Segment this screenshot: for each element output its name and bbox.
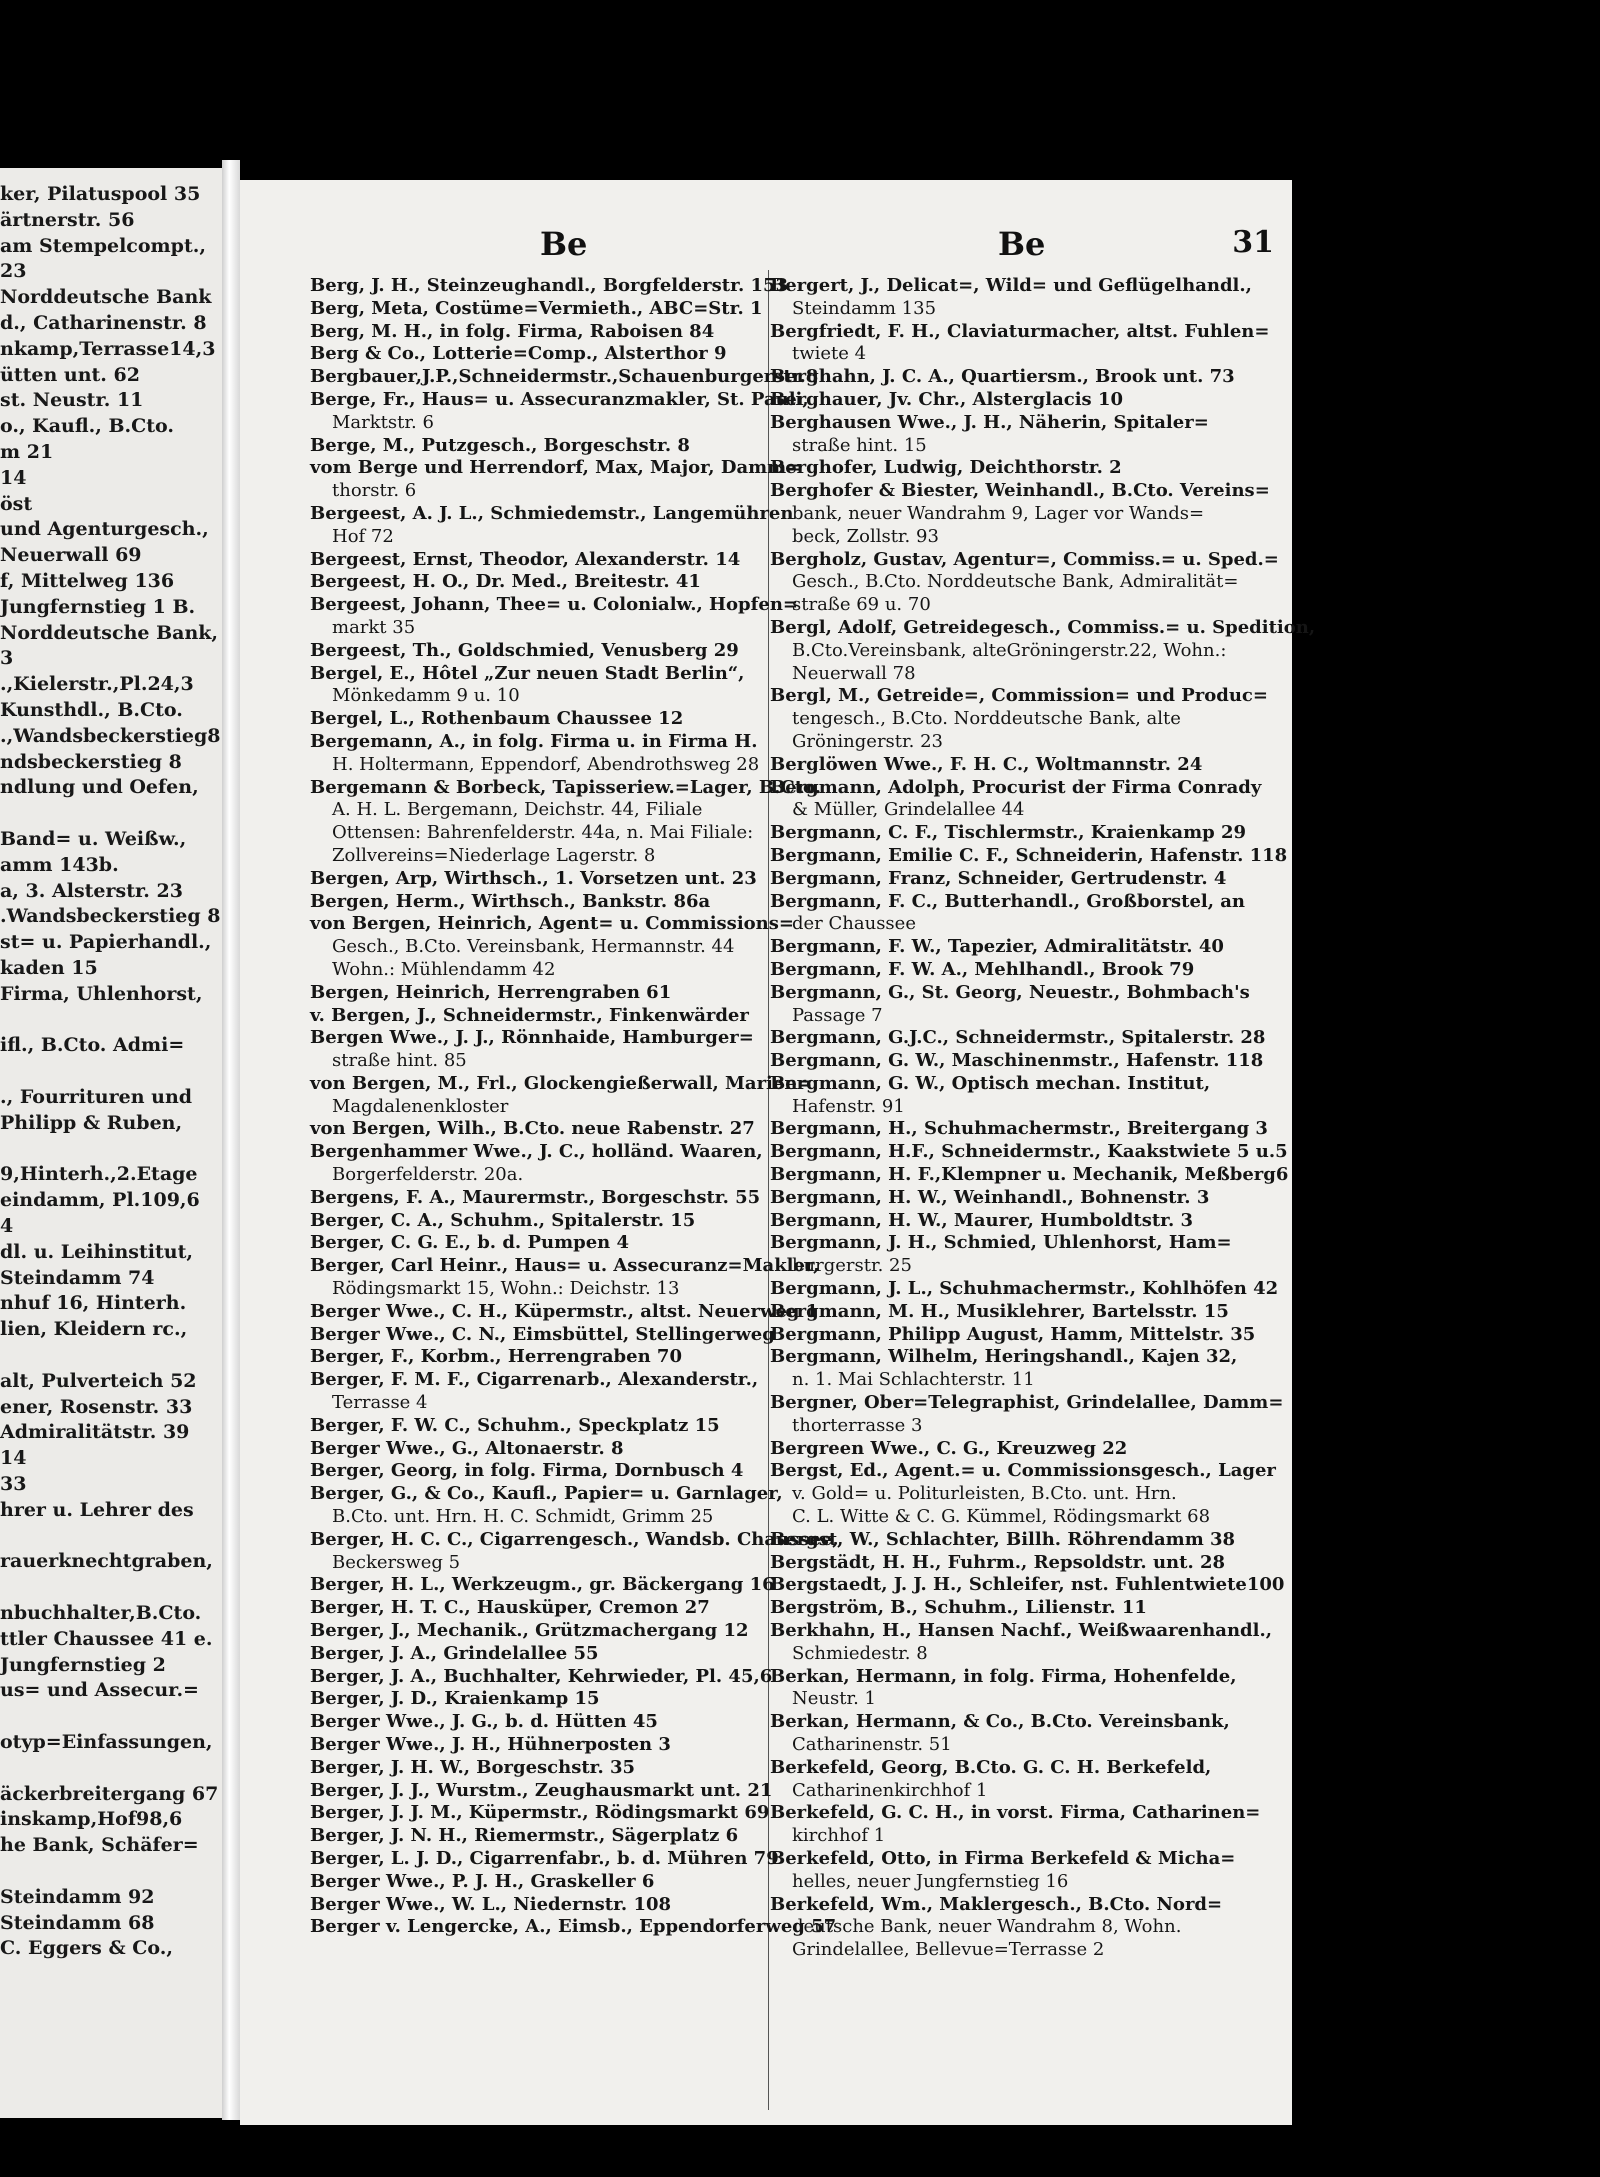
left-page-fragment: inskamp,Hof98,6 bbox=[0, 1808, 183, 1831]
directory-entry: kirchhof 1 bbox=[792, 1825, 886, 1847]
directory-entry: Bergmann, H. W., Maurer, Humboldtstr. 3 bbox=[770, 1209, 1194, 1231]
directory-entry: Bergeest, A. J. L., Schmiedemstr., Langemühren bbox=[310, 502, 794, 524]
directory-entry: Berger, Georg, in folg. Firma, Dornbusch 4 bbox=[310, 1460, 744, 1482]
running-head-right: Be bbox=[998, 225, 1046, 263]
left-page-fragment: Band= u. Weißw., bbox=[0, 828, 187, 850]
left-page-fragment: öst bbox=[0, 492, 33, 515]
left-page-fragment: Norddeutsche Bank bbox=[0, 286, 212, 309]
directory-entry: Berger, F. M. F., Cigarrenarb., Alexanderstr., bbox=[310, 1369, 759, 1391]
directory-entry: Berger, F., Korbm., Herrengraben 70 bbox=[310, 1346, 682, 1368]
directory-entry: Berger Wwe., J. G., b. d. Hütten 45 bbox=[310, 1711, 658, 1733]
left-page-fragment: ifl., B.Cto. Admi= bbox=[0, 1034, 185, 1057]
left-page-fragment: Steindamm 68 bbox=[0, 1911, 155, 1934]
directory-entry: Bergfriedt, F. H., Claviaturmacher, altst. Fuhlen= bbox=[770, 320, 1270, 342]
left-page-fragment: nkamp,Terrasse14,3 bbox=[0, 337, 216, 360]
left-page-edge bbox=[0, 168, 238, 2118]
left-page-fragment: m 21 bbox=[0, 441, 54, 463]
left-page-fragment: Philipp & Ruben, bbox=[0, 1111, 183, 1134]
directory-entry: Berger, G., & Co., Kaufl., Papier= u. Garnlager, bbox=[310, 1483, 783, 1505]
directory-entry: Catharinenkirchhof 1 bbox=[792, 1779, 988, 1801]
running-head-left: Be bbox=[540, 225, 588, 263]
directory-entry: Bergreen Wwe., C. G., Kreuzweg 22 bbox=[770, 1437, 1128, 1459]
directory-entry: Bergmann, Franz, Schneider, Gertrudenstr. 4 bbox=[770, 867, 1227, 889]
directory-entry: Bergen, Heinrich, Herrengraben 61 bbox=[310, 981, 672, 1003]
directory-entry: Terrasse 4 bbox=[332, 1392, 428, 1414]
directory-entry: Berger Wwe., P. J. H., Graskeller 6 bbox=[310, 1870, 655, 1892]
directory-entry: Berghofer & Biester, Weinhandl., B.Cto. Vereins= bbox=[770, 480, 1270, 502]
directory-entry: Bergst, Ed., Agent.= u. Commissionsgesch., Lager bbox=[770, 1460, 1276, 1482]
directory-entry: Bergbauer,J.P.,Schneidermstr.,Schauenburgerstr.8 bbox=[310, 366, 819, 388]
directory-entry: Bergmann, H.F., Schneidermstr., Kaakstwiete 5 u.5 bbox=[770, 1141, 1288, 1163]
directory-entry: Bergeest, Th., Goldschmied, Venusberg 29 bbox=[310, 639, 739, 661]
directory-entry: beck, Zollstr. 93 bbox=[792, 525, 939, 547]
directory-entry: Berger Wwe., G., Altonaerstr. 8 bbox=[310, 1437, 624, 1459]
left-page-fragment: Steindamm 74 bbox=[0, 1266, 155, 1289]
directory-entry: Bergert, J., Delicat=, Wild= und Geflügelhandl., bbox=[770, 275, 1252, 296]
left-page-fragment: Jungfernstieg 2 bbox=[0, 1653, 166, 1676]
left-page-fragment: amm 143b. bbox=[0, 853, 119, 876]
directory-entry: Bergmann, F. W., Tapezier, Admiralitätstr. 40 bbox=[770, 936, 1224, 958]
directory-entry: Berge, M., Putzgesch., Borgeschstr. 8 bbox=[310, 434, 690, 456]
directory-entry: B.Cto.Vereinsbank, alteGröningerstr.22, Wohn.: bbox=[792, 639, 1227, 661]
directory-entry: Bergeest, Ernst, Theodor, Alexanderstr. 14 bbox=[310, 548, 741, 570]
directory-entry: Berger Wwe., J. H., Hühnerposten 3 bbox=[310, 1734, 671, 1755]
directory-entry: Berger, J. A., Grindelallee 55 bbox=[310, 1642, 599, 1664]
directory-entry: Berghofer, Ludwig, Deichthorstr. 2 bbox=[770, 457, 1122, 479]
directory-entry: Berger, F. W. C., Schuhm., Speckplatz 15 bbox=[310, 1414, 720, 1436]
directory-entry: n. 1. Mai Schlachterstr. 11 bbox=[792, 1369, 1035, 1391]
directory-entry: Berger, C. G. E., b. d. Pumpen 4 bbox=[310, 1232, 630, 1254]
directory-entry: Mönkedamm 9 u. 10 bbox=[332, 685, 520, 707]
directory-entry: Bergmann, M. H., Musiklehrer, Bartelsstr. 15 bbox=[770, 1300, 1229, 1322]
left-page-fragment: Kunsthdl., B.Cto. bbox=[0, 699, 183, 721]
left-page-fragment: f, Mittelweg 136 bbox=[0, 570, 175, 592]
directory-entry: Ottensen: Bahrenfelderstr. 44a, n. Mai Filiale: bbox=[332, 822, 754, 844]
left-page-fragment: 33 bbox=[0, 1473, 27, 1495]
directory-entry: Bergen, Arp, Wirthsch., 1. Vorsetzen unt. 23 bbox=[310, 867, 757, 889]
directory-entry: Berger, H. L., Werkzeugm., gr. Bäckergang 16 bbox=[310, 1574, 775, 1596]
directory-entry: Neuerwall 78 bbox=[792, 662, 916, 684]
directory-entry: Bergst, W., Schlachter, Billh. Röhrendamm 38 bbox=[770, 1528, 1236, 1550]
page-number: 31 bbox=[1232, 225, 1274, 260]
directory-entry: Berkhahn, H., Hansen Nachf., Weißwaarenhandl., bbox=[770, 1620, 1272, 1642]
left-page-fragment: ., Fourrituren und bbox=[0, 1086, 193, 1108]
directory-entry: Berger, J. N. H., Riemermstr., Sägerplatz 6 bbox=[310, 1825, 739, 1847]
directory-entry: Steindamm 135 bbox=[792, 297, 937, 319]
directory-entry: Bergmann, Philipp August, Hamm, Mittelstr. 35 bbox=[770, 1323, 1256, 1345]
directory-entry: Bergmann, C. F., Tischlermstr., Kraienkamp 29 bbox=[770, 822, 1247, 844]
directory-entry: Bergholz, Gustav, Agentur=, Commiss.= u. Sped.= bbox=[770, 548, 1279, 570]
directory-entry: Berghauer, Jv. Chr., Alsterglacis 10 bbox=[770, 388, 1123, 410]
directory-entry: Berkefeld, Otto, in Firma Berkefeld & Micha= bbox=[770, 1847, 1236, 1869]
left-page-fragment: äckerbreitergang 67 bbox=[0, 1782, 219, 1805]
directory-entry: Beckersweg 5 bbox=[332, 1551, 461, 1573]
directory-entry: Berger, J. A., Buchhalter, Kehrwieder, Pl. 45,6 bbox=[310, 1665, 773, 1687]
directory-entry: Hof 72 bbox=[332, 525, 394, 547]
right-page bbox=[240, 180, 1316, 2125]
directory-entry: Bergl, M., Getreide=, Commission= und Produc= bbox=[770, 685, 1268, 707]
directory-entry: Berger, J., Mechanik., Grützmachergang 12 bbox=[310, 1620, 749, 1642]
directory-entry: Bergel, E., Hôtel „Zur neuen Stadt Berlin“, bbox=[310, 662, 745, 684]
left-page-fragment: 9,Hinterh.,2.Etage bbox=[0, 1163, 198, 1186]
directory-entry: v. Bergen, J., Schneidermstr., Finkenwärder bbox=[310, 1004, 749, 1026]
left-page-fragment: eindamm, Pl.109,6 bbox=[0, 1189, 200, 1212]
left-page-fragment: Steindamm 92 bbox=[0, 1885, 155, 1908]
directory-entry: von Bergen, Wilh., B.Cto. neue Rabenstr. 27 bbox=[310, 1118, 755, 1140]
left-page-fragment: he Bank, Schäfer= bbox=[0, 1834, 199, 1857]
directory-entry: deutsche Bank, neuer Wandrahm 8, Wohn. bbox=[792, 1916, 1182, 1938]
left-page-fragment: ndsbeckerstieg 8 bbox=[0, 750, 182, 773]
directory-entry: Berger Wwe., C. H., Küpermstr., altst. Neuerweg 1 bbox=[310, 1300, 819, 1322]
directory-entry: straße 69 u. 70 bbox=[792, 594, 931, 616]
directory-entry: Berg, M. H., in folg. Firma, Raboisen 84 bbox=[310, 320, 715, 342]
directory-entry: Schmiedestr. 8 bbox=[792, 1642, 928, 1664]
directory-entry: C. L. Witte & C. G. Kümmel, Rödingsmarkt 68 bbox=[792, 1506, 1211, 1528]
left-page-fragment: ener, Rosenstr. 33 bbox=[0, 1395, 193, 1418]
directory-entry: vom Berge und Herrendorf, Max, Major, Damm= bbox=[310, 457, 802, 479]
directory-entry: Berger, J. H. W., Borgeschstr. 35 bbox=[310, 1756, 636, 1778]
left-page-fragment: ndlung und Oefen, bbox=[0, 776, 199, 799]
directory-entry: Grindelallee, Bellevue=Terrasse 2 bbox=[792, 1939, 1105, 1961]
directory-entry: Bergmann, J. H., Schmied, Uhlenhorst, Ham= bbox=[770, 1232, 1232, 1254]
directory-entry: Berger, H. T. C., Hausküper, Cremon 27 bbox=[310, 1597, 710, 1619]
directory-entry: H. Holtermann, Eppendorf, Abendrothsweg 28 bbox=[332, 753, 760, 775]
directory-entry: Bergmann, G., St. Georg, Neuestr., Bohmbach's bbox=[770, 981, 1250, 1003]
left-page-fragment: d., Catharinenstr. 8 bbox=[0, 312, 207, 334]
left-page-fragment: dl. u. Leihinstitut, bbox=[0, 1240, 193, 1263]
directory-entry: Berkefeld, Georg, B.Cto. G. C. H. Berkefeld, bbox=[770, 1756, 1212, 1778]
directory-entry: Berger, J. J. M., Küpermstr., Rödingsmarkt 69 bbox=[310, 1802, 770, 1824]
left-page-fragment: 14 bbox=[0, 1447, 27, 1470]
page-header bbox=[240, 225, 1292, 265]
left-page-fragment: alt, Pulverteich 52 bbox=[0, 1369, 197, 1392]
left-page-fragment: ärtnerstr. 56 bbox=[0, 208, 135, 231]
directory-entry: Bergens, F. A., Maurermstr., Borgeschstr. 55 bbox=[310, 1186, 761, 1208]
left-page-fragment: st= u. Papierhandl., bbox=[0, 931, 212, 954]
directory-entry: Berkefeld, G. C. H., in vorst. Firma, Catharinen= bbox=[770, 1802, 1261, 1824]
left-page-fragment: Firma, Uhlenhorst, bbox=[0, 982, 203, 1005]
directory-entry: Berger Wwe., W. L., Niedernstr. 108 bbox=[310, 1893, 672, 1915]
directory-entry: B.Cto. unt. Hrn. H. C. Schmidt, Grimm 25 bbox=[332, 1506, 714, 1528]
directory-entry: burgerstr. 25 bbox=[792, 1255, 912, 1277]
left-page-fragment: kaden 15 bbox=[0, 957, 98, 979]
directory-entry: Bergemann & Borbeck, Tapisseriew.=Lager, B.Cto. bbox=[310, 776, 821, 798]
directory-entry: A. H. L. Bergemann, Deichstr. 44, Filiale bbox=[332, 799, 703, 821]
directory-entry: Berge, Fr., Haus= u. Assecuranzmakler, St. Pauli, bbox=[310, 388, 809, 410]
directory-entry: Magdalenenkloster bbox=[332, 1095, 509, 1117]
left-page-fragment: Neuerwall 69 bbox=[0, 544, 142, 567]
directory-entry: Bergmann, G. W., Maschinenmstr., Hafenstr. 118 bbox=[770, 1050, 1264, 1072]
left-page-fragment: st. Neustr. 11 bbox=[0, 389, 144, 412]
directory-entry: Wohn.: Mühlendamm 42 bbox=[332, 958, 556, 980]
left-page-fragment: Jungfernstieg 1 B. bbox=[0, 595, 196, 618]
directory-entry: Bergmann, Emilie C. F., Schneiderin, Hafenstr. 118 bbox=[770, 844, 1288, 866]
directory-entry: Berger, C. A., Schuhm., Spitalerstr. 15 bbox=[310, 1209, 696, 1231]
directory-entry: Hafenstr. 91 bbox=[792, 1095, 905, 1117]
directory-entry: Neustr. 1 bbox=[792, 1688, 876, 1710]
directory-entry: thorstr. 6 bbox=[332, 480, 417, 502]
directory-entry: Bergner, Ober=Telegraphist, Grindelallee, Damm= bbox=[770, 1392, 1284, 1414]
directory-entry: Bergmann, J. L., Schuhmachermstr., Kohlhöfen 42 bbox=[770, 1278, 1279, 1300]
directory-entry: Bergel, L., Rothenbaum Chaussee 12 bbox=[310, 708, 684, 730]
directory-entry: Berg, J. H., Steinzeughandl., Borgfelderstr. 153 bbox=[310, 275, 789, 296]
directory-entry: Berger, Carl Heinr., Haus= u. Assecuranz=Makler, bbox=[310, 1255, 820, 1277]
directory-column-right bbox=[770, 275, 1316, 1962]
directory-entry: Bergen, Herm., Wirthsch., Bankstr. 86a bbox=[310, 890, 711, 912]
directory-entry: Berger, L. J. D., Cigarrenfabr., b. d. Mühren 79 bbox=[310, 1847, 779, 1869]
directory-entry: helles, neuer Jungfernstieg 16 bbox=[792, 1870, 1069, 1892]
directory-entry: Marktstr. 6 bbox=[332, 411, 434, 433]
directory-entry: bank, neuer Wandrahm 9, Lager vor Wands= bbox=[792, 502, 1205, 524]
directory-entry: Bergen Wwe., J. J., Rönnhaide, Hamburger= bbox=[310, 1027, 754, 1049]
directory-entry: Bergenhammer Wwe., J. C., holländ. Waaren, bbox=[310, 1141, 763, 1163]
directory-entry: der Chaussee bbox=[792, 913, 916, 935]
directory-entry: Berg, Meta, Costüme=Vermieth., ABC=Str. 1 bbox=[310, 297, 763, 319]
left-page-fragment: otyp=Einfassungen, bbox=[0, 1731, 213, 1753]
directory-entry: Zollvereins=Niederlage Lagerstr. 8 bbox=[332, 844, 656, 866]
left-page-fragment: .Wandsbeckerstieg 8 bbox=[0, 905, 221, 928]
left-page-fragment: .,Kielerstr.,Pl.24,3 bbox=[0, 673, 194, 696]
left-page-fragment: nbuchhalter,B.Cto. bbox=[0, 1602, 202, 1624]
left-page-fragment: hrer u. Lehrer des bbox=[0, 1498, 194, 1521]
directory-entry: Berger, J. D., Kraienkamp 15 bbox=[310, 1688, 600, 1710]
left-page-fragment: ker, Pilatuspool 35 bbox=[0, 183, 201, 205]
directory-entry: tengesch., B.Cto. Norddeutsche Bank, alte bbox=[792, 708, 1181, 730]
directory-entry: von Bergen, Heinrich, Agent= u. Commissions= bbox=[310, 913, 794, 935]
directory-entry: v. Gold= u. Politurleisten, B.Cto. unt. Hrn. bbox=[792, 1483, 1177, 1505]
directory-entry: Borgerfelderstr. 20a. bbox=[332, 1164, 524, 1186]
directory-entry: Bergl, Adolf, Getreidegesch., Commiss.= u. Spedition, bbox=[770, 616, 1316, 638]
left-page-fragment: lien, Kleidern rc., bbox=[0, 1318, 188, 1341]
directory-entry: Berglöwen Wwe., F. H. C., Woltmannstr. 24 bbox=[770, 753, 1203, 775]
directory-entry: Berg & Co., Lotterie=Comp., Alsterthor 9 bbox=[310, 343, 727, 365]
book-gutter bbox=[222, 160, 240, 2120]
directory-entry: Bergstädt, H. H., Fuhrm., Repsoldstr. unt. 28 bbox=[770, 1551, 1226, 1573]
left-page-fragment: Admiralitätstr. 39 bbox=[0, 1421, 190, 1444]
left-page-fragment: und Agenturgesch., bbox=[0, 518, 209, 541]
directory-entry: Bergmann, Adolph, Procurist der Firma Conrady bbox=[770, 776, 1262, 798]
directory-entry: Bergmann, H. W., Weinhandl., Bohnenstr. 3 bbox=[770, 1186, 1210, 1208]
directory-entry: Bergmann, H. F.,Klempner u. Mechanik, Meßberg6 bbox=[770, 1164, 1289, 1186]
directory-entry: Bergmann, G. W., Optisch mechan. Institut, bbox=[770, 1072, 1211, 1094]
directory-entry: Bergmann, Wilhelm, Heringshandl., Kajen 32, bbox=[770, 1346, 1238, 1368]
directory-entry: Berger v. Lengercke, A., Eimsb., Eppendorferweg 57 bbox=[310, 1916, 837, 1938]
directory-entry: von Bergen, M., Frl., Glockengießerwall, Marien= bbox=[310, 1072, 813, 1094]
directory-entry: Gesch., B.Cto. Vereinsbank, Hermannstr. 44 bbox=[332, 936, 735, 958]
left-page-fragment: a, 3. Alsterstr. 23 bbox=[0, 879, 183, 902]
left-page-fragment: Norddeutsche Bank, bbox=[0, 621, 219, 644]
directory-entry: Bergemann, A., in folg. Firma u. in Firma H. bbox=[310, 730, 758, 752]
directory-entry: Berkan, Hermann, & Co., B.Cto. Vereinsbank, bbox=[770, 1711, 1230, 1733]
directory-entry: Gröningerstr. 23 bbox=[792, 730, 943, 752]
directory-entry: Bergstaedt, J. J. H., Schleifer, nst. Fuhlentwiete100 bbox=[770, 1574, 1285, 1596]
directory-entry: twiete 4 bbox=[792, 343, 867, 365]
directory-entry: Bergmann, H., Schuhmachermstr., Breitergang 3 bbox=[770, 1118, 1268, 1140]
directory-entry: Bergmann, G.J.C., Schneidermstr., Spitalerstr. 28 bbox=[770, 1027, 1266, 1049]
left-page-fragment: us= und Assecur.= bbox=[0, 1679, 199, 1702]
left-page-fragment: 3 bbox=[0, 647, 14, 670]
left-page-fragment: .,Wandsbeckerstieg8 bbox=[0, 724, 221, 747]
directory-entry: straße hint. 85 bbox=[332, 1050, 467, 1072]
directory-entry: Bergström, B., Schuhm., Lilienstr. 11 bbox=[770, 1597, 1147, 1619]
directory-entry: Bergeest, Johann, Thee= u. Colonialw., Hopfen= bbox=[310, 594, 799, 616]
directory-entry: Berger, J. J., Wurstm., Zeughausmarkt unt. 21 bbox=[310, 1779, 773, 1801]
left-page-fragment: nhuf 16, Hinterh. bbox=[0, 1292, 187, 1315]
directory-entry: Berkan, Hermann, in folg. Firma, Hohenfelde, bbox=[770, 1665, 1237, 1687]
directory-entry: Catharinenstr. 51 bbox=[792, 1734, 952, 1755]
left-page-fragment: am Stempelcompt., bbox=[0, 234, 206, 257]
directory-entry: Berghausen Wwe., J. H., Näherin, Spitaler= bbox=[770, 411, 1209, 433]
left-page-fragment: o., Kaufl., B.Cto. bbox=[0, 415, 175, 438]
directory-entry: Berger Wwe., C. N., Eimsbüttel, Stellingerweg bbox=[310, 1323, 775, 1345]
directory-entry: & Müller, Grindelallee 44 bbox=[792, 799, 1025, 821]
left-page-fragment: ütten unt. 62 bbox=[0, 363, 140, 386]
directory-entry: Gesch., B.Cto. Norddeutsche Bank, Admiralität= bbox=[792, 571, 1239, 593]
directory-entry: Berger, H. C. C., Cigarrengesch., Wandsb. Chaussee, bbox=[310, 1528, 839, 1550]
directory-entry: Berkefeld, Wm., Maklergesch., B.Cto. Nord= bbox=[770, 1893, 1223, 1915]
directory-entry: Bergmann, F. C., Butterhandl., Großborstel, an bbox=[770, 890, 1246, 912]
directory-entry: Rödingsmarkt 15, Wohn.: Deichstr. 13 bbox=[332, 1278, 680, 1300]
left-page-fragment: ttler Chaussee 41 e. bbox=[0, 1627, 213, 1650]
directory-entry: Passage 7 bbox=[792, 1004, 883, 1026]
directory-entry: Bergeest, H. O., Dr. Med., Breitestr. 41 bbox=[310, 571, 701, 593]
left-page-fragment: 23 bbox=[0, 260, 27, 283]
directory-entry: straße hint. 15 bbox=[792, 434, 927, 456]
left-page-fragment: rauerknechtgraben, bbox=[0, 1550, 213, 1573]
directory-entry: markt 35 bbox=[332, 616, 416, 638]
left-page-fragment: 4 bbox=[0, 1215, 14, 1237]
left-page-fragment: C. Eggers & Co., bbox=[0, 1937, 173, 1960]
directory-entry: thorterrasse 3 bbox=[792, 1414, 923, 1436]
directory-entry: Berghahn, J. C. A., Quartiersm., Brook unt. 73 bbox=[770, 366, 1235, 388]
directory-entry: Bergmann, F. W. A., Mehlhandl., Brook 79 bbox=[770, 958, 1195, 980]
left-page-fragment: 14 bbox=[0, 466, 27, 489]
